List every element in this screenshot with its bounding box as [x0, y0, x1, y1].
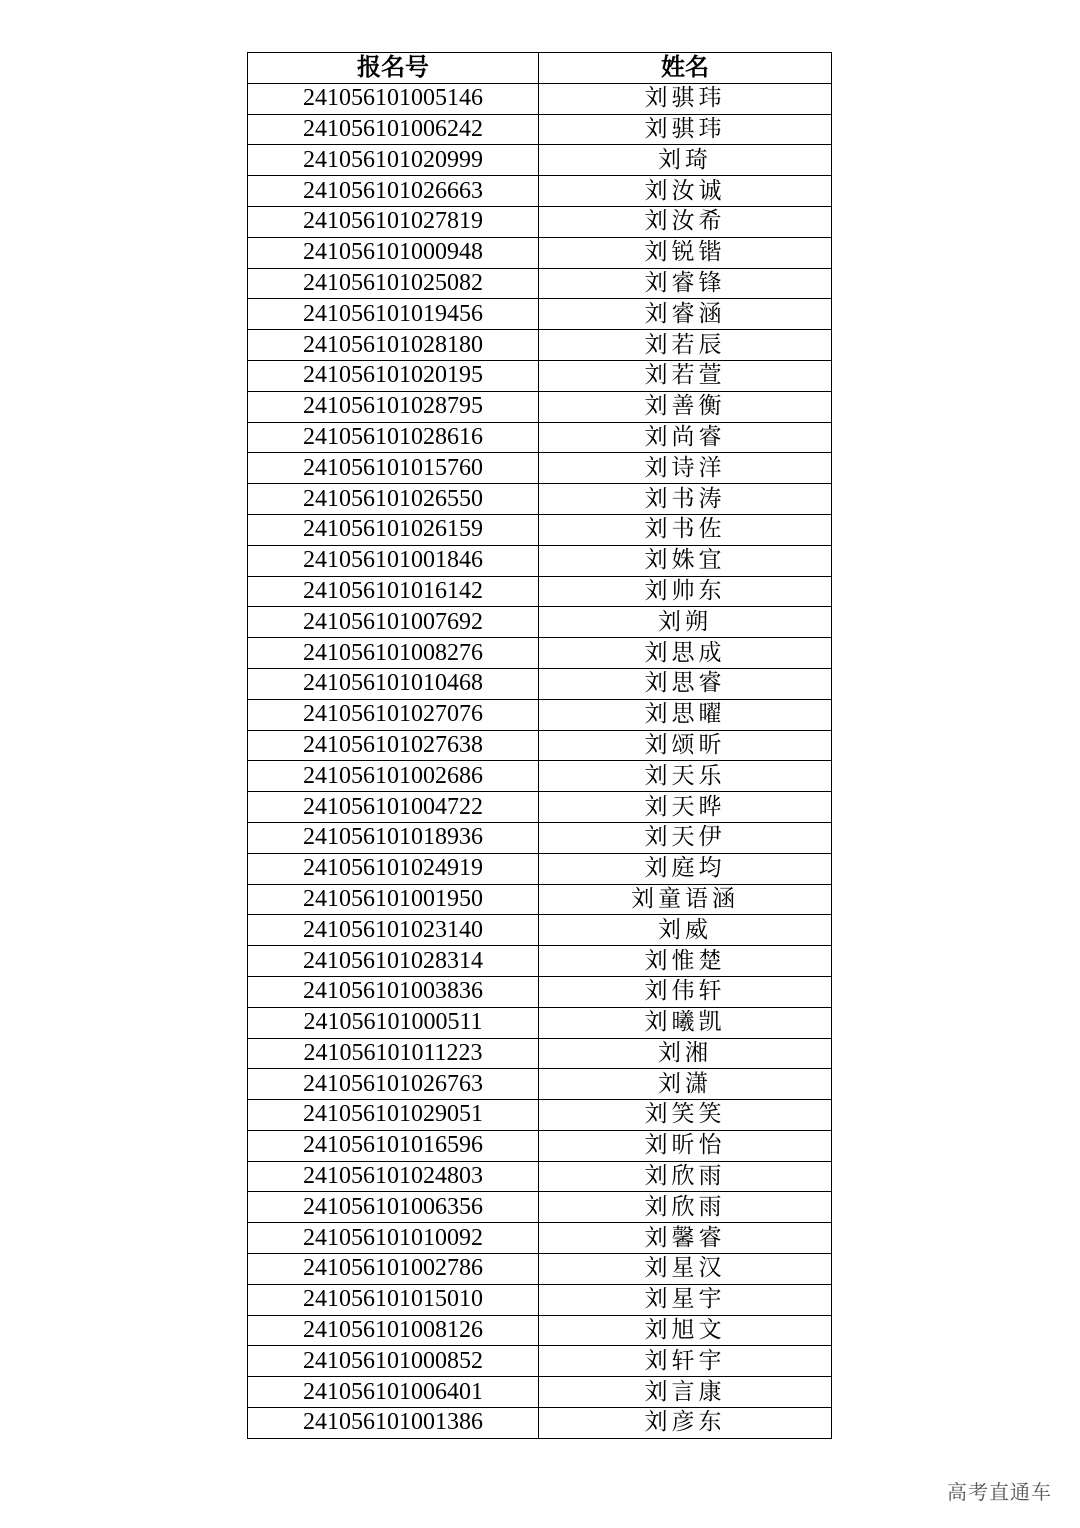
registration-number-cell: 241056101027076: [248, 699, 539, 730]
student-name-cell: 刘彦东: [539, 1408, 832, 1439]
registration-number-cell: 241056101028314: [248, 946, 539, 977]
student-name-cell: 刘惟楚: [539, 946, 832, 977]
student-name-cell: 刘曦凯: [539, 1007, 832, 1038]
table-row: [248, 237, 832, 268]
registration-number-cell: 241056101001386: [248, 1408, 539, 1439]
registration-number-cell: 241056101027638: [248, 730, 539, 761]
table-row: [248, 453, 832, 484]
table-row: [248, 114, 832, 145]
registration-number-cell: 241056101028795: [248, 391, 539, 422]
registration-number-cell: 241056101015010: [248, 1284, 539, 1315]
table-row: [248, 915, 832, 946]
table-row: [248, 391, 832, 422]
table-body: [248, 83, 832, 1438]
registration-number-cell: 241056101015760: [248, 453, 539, 484]
student-name-cell: 刘天乐: [539, 761, 832, 792]
table-row: [248, 360, 832, 391]
table-row: [248, 1192, 832, 1223]
registration-number-cell: 241056101010468: [248, 668, 539, 699]
student-name-cell: 刘书涛: [539, 484, 832, 515]
student-name-cell: 刘思曜: [539, 699, 832, 730]
registration-number-cell: 241056101020195: [248, 360, 539, 391]
registration-number-cell: 241056101008126: [248, 1315, 539, 1346]
registration-number-cell: 241056101005146: [248, 83, 539, 114]
table-row: [248, 545, 832, 576]
registration-number-cell: 241056101008276: [248, 638, 539, 669]
table-row: [248, 699, 832, 730]
student-name-cell: 刘天伊: [539, 822, 832, 853]
table-row: [248, 976, 832, 1007]
registration-number-cell: 241056101026159: [248, 514, 539, 545]
table-row: [248, 607, 832, 638]
registration-number-cell: 241056101001846: [248, 545, 539, 576]
table-row: [248, 1284, 832, 1315]
student-name-cell: 刘星汉: [539, 1254, 832, 1285]
student-name-cell: 刘欣雨: [539, 1192, 832, 1223]
table-row: [248, 484, 832, 515]
table-row: [248, 1100, 832, 1131]
table-row: [248, 422, 832, 453]
registration-number-cell: 241056101025082: [248, 268, 539, 299]
registration-number-cell: 241056101027819: [248, 206, 539, 237]
registration-number-cell: 241056101001950: [248, 884, 539, 915]
student-name-cell: 刘馨睿: [539, 1223, 832, 1254]
registration-number-cell: 241056101026550: [248, 484, 539, 515]
registration-number-cell: 241056101006356: [248, 1192, 539, 1223]
table-row: [248, 176, 832, 207]
registration-number-cell: 241056101007692: [248, 607, 539, 638]
registration-number-cell: 241056101028616: [248, 422, 539, 453]
table-row: [248, 1161, 832, 1192]
student-name-cell: 刘言康: [539, 1377, 832, 1408]
student-name-cell: 刘湘: [539, 1038, 832, 1069]
table-row: [248, 1130, 832, 1161]
registration-number-cell: 241056101000852: [248, 1346, 539, 1377]
student-name-cell: 刘汝希: [539, 206, 832, 237]
table-row: [248, 206, 832, 237]
student-name-cell: 刘朔: [539, 607, 832, 638]
student-name-cell: 刘星宇: [539, 1284, 832, 1315]
registration-number-cell: 241056101000511: [248, 1007, 539, 1038]
table-row: [248, 761, 832, 792]
table-header-row: [248, 53, 832, 84]
student-name-cell: 刘思睿: [539, 668, 832, 699]
table-row: [248, 946, 832, 977]
registration-number-cell: 241056101006242: [248, 114, 539, 145]
registration-number-cell: 241056101002686: [248, 761, 539, 792]
student-name-cell: 刘睿锋: [539, 268, 832, 299]
student-name-cell: 刘庭均: [539, 853, 832, 884]
table-row: [248, 1038, 832, 1069]
table-row: [248, 576, 832, 607]
student-name-cell: 刘颂昕: [539, 730, 832, 761]
registration-number-cell: 241056101029051: [248, 1100, 539, 1131]
watermark-label: 高考直通车: [947, 1480, 1052, 1504]
table-row: [248, 1377, 832, 1408]
table-row: [248, 145, 832, 176]
column-header-name: 姓名: [539, 53, 832, 84]
registration-number-cell: 241056101023140: [248, 915, 539, 946]
table-row: [248, 730, 832, 761]
registration-number-cell: 241056101024803: [248, 1161, 539, 1192]
student-name-cell: 刘睿涵: [539, 299, 832, 330]
table-row: [248, 1408, 832, 1439]
student-name-cell: 刘帅东: [539, 576, 832, 607]
table-row: [248, 668, 832, 699]
table-row: [248, 268, 832, 299]
table-row: [248, 1315, 832, 1346]
table-row: [248, 1346, 832, 1377]
table-row: [248, 822, 832, 853]
student-name-cell: 刘锐锴: [539, 237, 832, 268]
student-name-cell: 刘威: [539, 915, 832, 946]
registration-number-cell: 241056101020999: [248, 145, 539, 176]
column-header-registration-number: 报名号: [248, 53, 539, 84]
student-name-cell: 刘骐玮: [539, 83, 832, 114]
student-name-cell: 刘轩宇: [539, 1346, 832, 1377]
registration-number-cell: 241056101010092: [248, 1223, 539, 1254]
student-name-cell: 刘汝诚: [539, 176, 832, 207]
student-name-cell: 刘尚睿: [539, 422, 832, 453]
student-name-cell: 刘善衡: [539, 391, 832, 422]
registration-number-cell: 241056101016142: [248, 576, 539, 607]
registration-number-cell: 241056101019456: [248, 299, 539, 330]
student-name-cell: 刘思成: [539, 638, 832, 669]
student-name-cell: 刘书佐: [539, 514, 832, 545]
registration-number-cell: 241056101004722: [248, 792, 539, 823]
registration-number-cell: 241056101016596: [248, 1130, 539, 1161]
student-name-cell: 刘琦: [539, 145, 832, 176]
registration-number-cell: 241056101002786: [248, 1254, 539, 1285]
registration-number-cell: 241056101026663: [248, 176, 539, 207]
student-name-cell: 刘伟轩: [539, 976, 832, 1007]
registration-number-cell: 241056101026763: [248, 1069, 539, 1100]
registration-number-cell: 241056101018936: [248, 822, 539, 853]
table-row: [248, 792, 832, 823]
registration-number-cell: 241056101024919: [248, 853, 539, 884]
roster-table: [247, 52, 832, 1439]
student-name-cell: 刘旭文: [539, 1315, 832, 1346]
table-row: [248, 299, 832, 330]
table-row: [248, 330, 832, 361]
student-name-cell: 刘诗洋: [539, 453, 832, 484]
student-name-cell: 刘欣雨: [539, 1161, 832, 1192]
student-name-cell: 刘童语涵: [539, 884, 832, 915]
student-name-cell: 刘骐玮: [539, 114, 832, 145]
registration-number-cell: 241056101006401: [248, 1377, 539, 1408]
table-row: [248, 83, 832, 114]
table-row: [248, 1069, 832, 1100]
student-name-cell: 刘若萱: [539, 360, 832, 391]
table-row: [248, 1223, 832, 1254]
student-name-cell: 刘笑笑: [539, 1100, 832, 1131]
student-name-cell: 刘若辰: [539, 330, 832, 361]
student-name-cell: 刘昕怡: [539, 1130, 832, 1161]
student-name-cell: 刘天晔: [539, 792, 832, 823]
table-row: [248, 1254, 832, 1285]
table-row: [248, 884, 832, 915]
student-name-cell: 刘潇: [539, 1069, 832, 1100]
registration-number-cell: 241056101011223: [248, 1038, 539, 1069]
table-row: [248, 638, 832, 669]
table-row: [248, 853, 832, 884]
table-row: [248, 514, 832, 545]
registration-number-cell: 241056101000948: [248, 237, 539, 268]
registration-number-cell: 241056101028180: [248, 330, 539, 361]
registration-number-cell: 241056101003836: [248, 976, 539, 1007]
student-name-cell: 刘姝宜: [539, 545, 832, 576]
table-row: [248, 1007, 832, 1038]
